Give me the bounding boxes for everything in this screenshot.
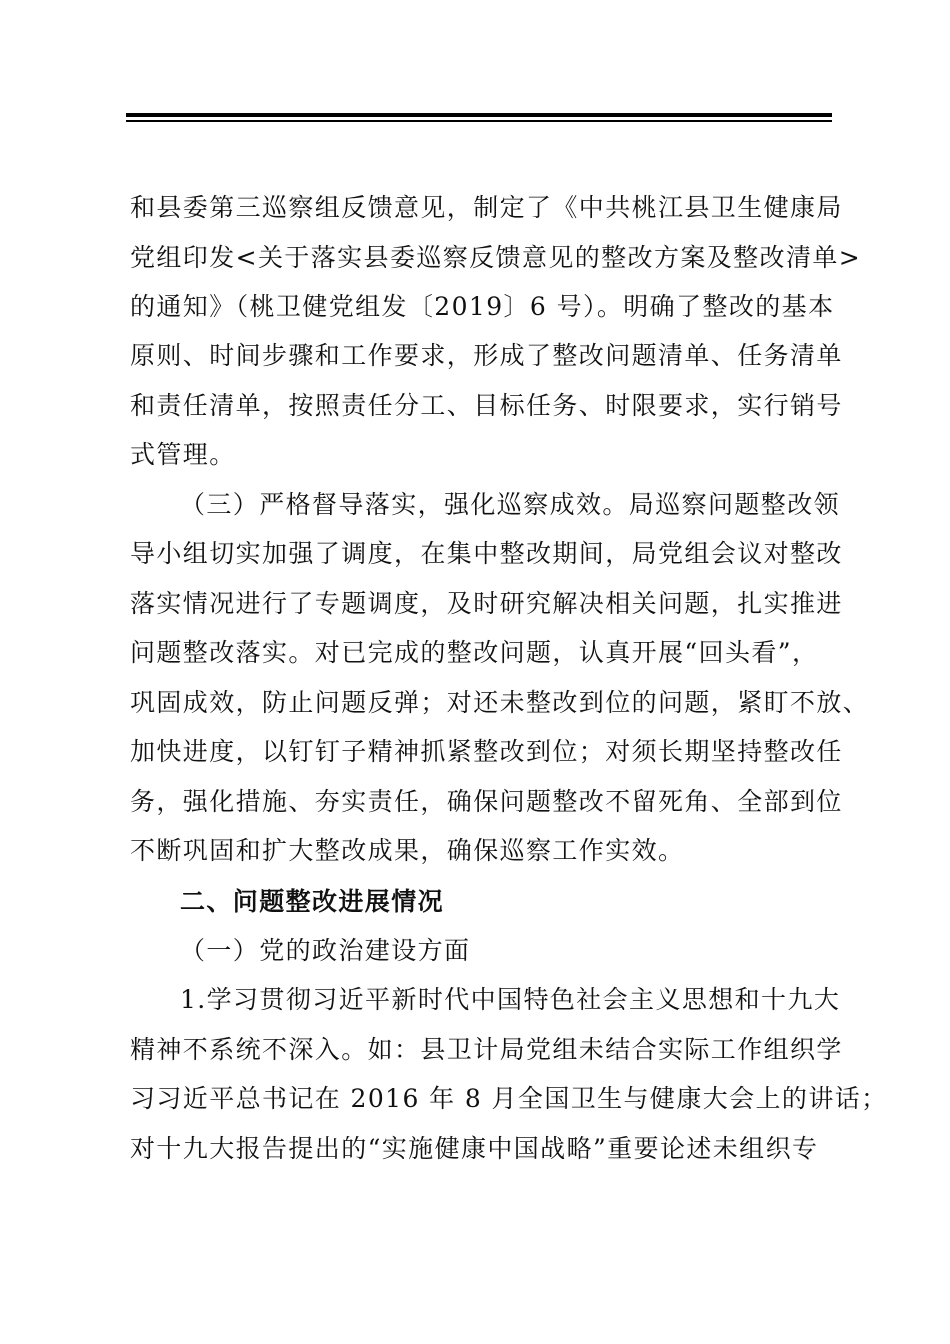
paragraph-line: 式管理。	[130, 440, 236, 469]
paragraph-line: 的通知》（桃卫健党组发〔2019〕6 号）。明确了整改的基本	[130, 292, 835, 321]
paragraph-line: 巩固成效，防止问题反弹；对还未整改到位的问题，紧盯不放、	[130, 688, 870, 717]
paragraph-line: 不断巩固和扩大整改成果，确保巡察工作实效。	[130, 836, 685, 865]
paragraph-line: 问题整改落实。对已完成的整改问题，认真开展“回头看”，	[130, 638, 819, 667]
paragraph-line: 导小组切实加强了调度，在集中整改期间，局党组会议对整改	[130, 539, 843, 568]
paragraph-line: 原则、时间步骤和工作要求，形成了整改问题清单、任务清单	[130, 341, 843, 370]
paragraph-line: 落实情况进行了专题调度，及时研究解决相关问题，扎实推进	[130, 589, 843, 618]
paragraph-line: 党组印发<关于落实县委巡察反馈意见的整改方案及整改清单>	[130, 243, 862, 272]
paragraph-line: 加快进度，以钉钉子精神抓紧整改到位；对须长期坚持整改任	[130, 737, 843, 766]
paragraph-line: 1.学习贯彻习近平新时代中国特色社会主义思想和十九大	[180, 985, 841, 1014]
subsection-heading-one: （一）党的政治建设方面	[180, 936, 471, 965]
paragraph-line: 精神不系统不深入。如：县卫计局党组未结合实际工作组织学	[130, 1035, 843, 1064]
header-rule-thin	[126, 120, 832, 122]
paragraph-line: 习习近平总书记在 2016 年 8 月全国卫生与健康大会上的讲话；	[130, 1084, 888, 1113]
paragraph-line: 务，强化措施、夯实责任，确保问题整改不留死角、全部到位	[130, 787, 843, 816]
section-heading-two: 二、问题整改进展情况	[180, 887, 445, 916]
paragraph-line: 对十九大报告提出的“实施健康中国战略”重要论述未组织专	[130, 1134, 819, 1163]
paragraph-line: 和县委第三巡察组反馈意见，制定了《中共桃江县卫生健康局	[130, 193, 843, 222]
paragraph-line: 和责任清单，按照责任分工、目标任务、时限要求，实行销号	[130, 391, 843, 420]
header-rule-thick	[126, 113, 832, 117]
subsection-heading-three: （三）严格督导落实，强化巡察成效。局巡察问题整改领	[180, 490, 841, 519]
